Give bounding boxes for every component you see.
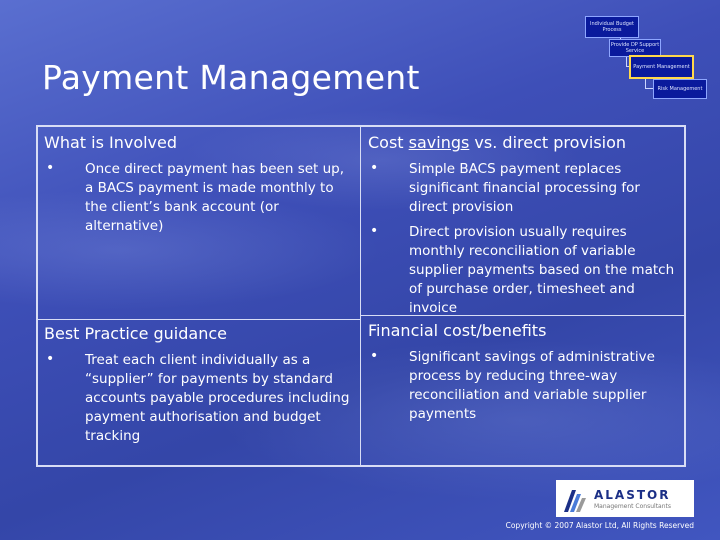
copyright-notice: Copyright © 2007 Alastor Ltd, All Rights Reserved	[505, 521, 694, 530]
flow-box-individual-budget: Individual Budget Process	[585, 16, 639, 38]
list-item: • Simple BACS payment replaces significant financial processing for direct provision	[370, 160, 640, 215]
grid-divider-horizontal-left	[38, 319, 360, 320]
bullet-icon: •	[46, 160, 55, 176]
content-grid	[36, 125, 686, 467]
flow-box-dp-support: Provide DP Support Service	[609, 39, 661, 57]
bullet-icon: •	[370, 348, 379, 364]
section-financial-cost-benefits	[368, 321, 682, 430]
section-what-is-involved	[44, 133, 356, 242]
page-title: Payment Management	[42, 58, 420, 97]
company-logo	[556, 480, 694, 517]
section-best-practice	[44, 324, 356, 452]
bullet-icon: •	[46, 351, 55, 367]
logo-subtitle: Management Consultants	[594, 502, 672, 510]
section-heading: Best Practice guidance	[44, 324, 227, 343]
section-heading: Financial cost/benefits	[368, 321, 547, 340]
bullet-icon: •	[370, 160, 379, 176]
section-cost-savings	[368, 133, 682, 324]
section-heading: What is Involved	[44, 133, 178, 152]
list-item: • Treat each client individually as a “supplier” for payments by standard accounts payable procedures including payment authorisation and budget tracking	[46, 351, 350, 444]
list-item: • Direct provision usually requires monthly reconciliation of variable supplier payments based on the match of purchase order, timesheet and invoice	[370, 223, 675, 316]
grid-divider-vertical	[360, 127, 361, 465]
flow-box-payment-management: Payment Management	[629, 55, 694, 79]
bullet-icon: •	[370, 223, 379, 239]
logo-mark-icon	[560, 484, 590, 514]
section-heading: Cost savings vs. direct provision	[368, 133, 627, 152]
logo-name: ALASTOR	[594, 487, 671, 502]
flow-box-risk-management: Risk Management	[653, 79, 707, 99]
list-item: • Significant savings of administrative process by reducing three-way reconciliation and variable supplier payments	[370, 348, 655, 422]
list-item: • Once direct payment has been set up, a BACS payment is made monthly to the client’s bank account (or alternative)	[46, 160, 345, 234]
